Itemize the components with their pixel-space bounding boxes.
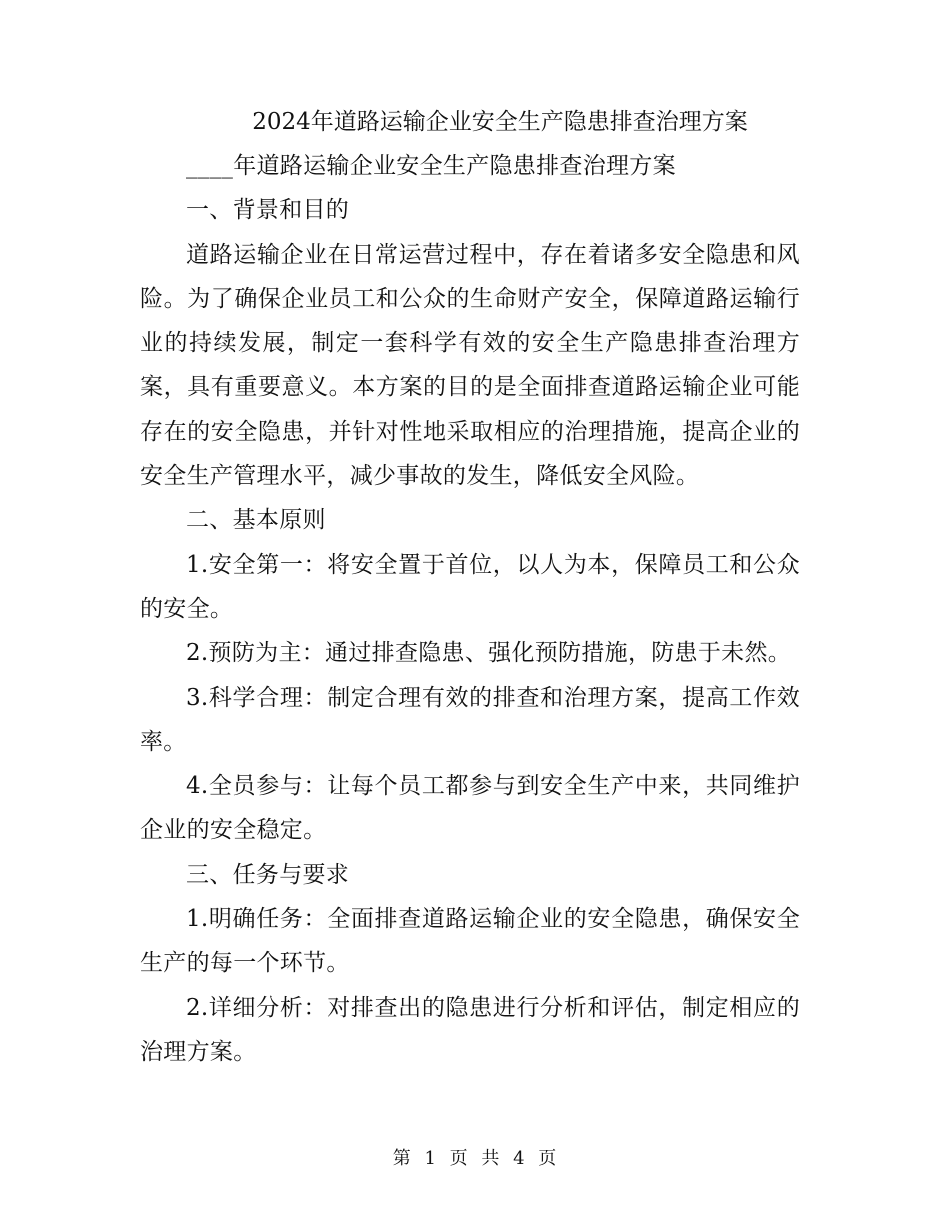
section-heading-tasks: 三、任务与要求 bbox=[186, 861, 350, 888]
paragraph-background: 道路运输企业在日常运营过程中，存在着诸多安全隐患和风险。为了确保企业员工和公众的生命财产安全，保障道路运输行业的持续发展，制定一套科学有效的安全生产隐患排查治理方案，具有重要意义。本方案的目的是全面排查道路运输企业可能存在的安全隐患，并针对性地采取相应的治理措施，提高企业的安全生产管理水平，减少事故的发生，降低安全风险。 bbox=[140, 241, 800, 490]
section-heading-principles: 二、基本原则 bbox=[186, 507, 326, 534]
principle-item-1: 1.安全第一：将安全置于首位，以人为本，保障员工和公众的安全。 bbox=[140, 551, 800, 622]
principle-item-3: 3.科学合理：制定合理有效的排查和治理方案，提高工作效率。 bbox=[140, 684, 800, 755]
task-item-1: 1.明确任务：全面排查道路运输企业的安全隐患，确保安全生产的每一个环节。 bbox=[140, 906, 800, 977]
section-heading-background: 一、背景和目的 bbox=[186, 197, 350, 224]
principle-item-2: 2.预防为主：通过排查隐患、强化预防措施，防患于未然。 bbox=[186, 640, 792, 667]
page-number-footer: 第 1 页 共 4 页 bbox=[392, 1148, 558, 1169]
principle-item-4: 4.全员参与：让每个员工都参与到安全生产中来，共同维护企业的安全稳定。 bbox=[140, 773, 800, 844]
paragraph-subtitle: ____年道路运输企业安全生产隐患排查治理方案 bbox=[186, 153, 676, 179]
document-body bbox=[140, 100, 800, 1074]
document-title: 2024年道路运输企业安全生产隐患排查治理方案 bbox=[252, 109, 748, 135]
task-item-2: 2.详细分析：对排查出的隐患进行分析和评估，制定相应的治理方案。 bbox=[140, 994, 800, 1065]
